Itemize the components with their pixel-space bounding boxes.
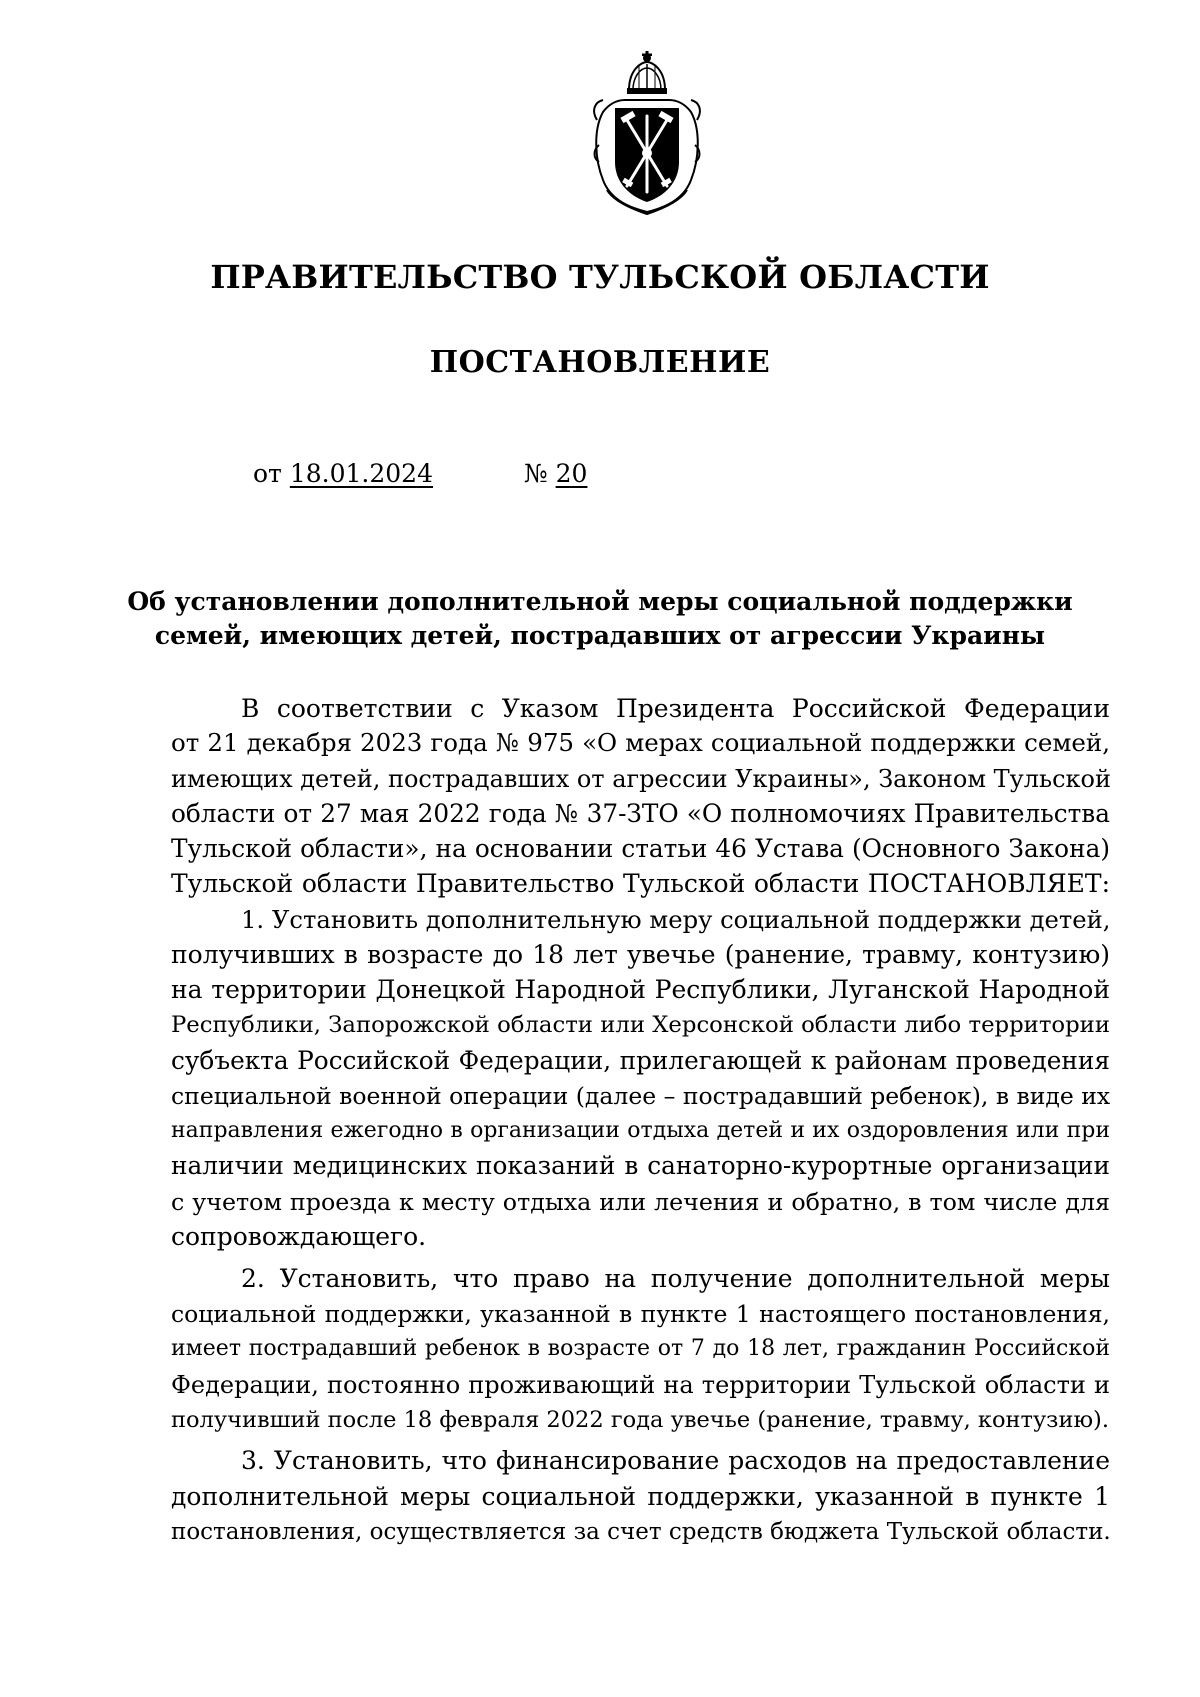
body-line: области от 27 мая 2022 года № 37-ЗТО «О полномочиях Правительства [171, 799, 1110, 828]
body-line: на территории Донецкой Народной Республики, Луганской Народной [171, 975, 1110, 1004]
document-number [524, 459, 587, 488]
body-line: специальной военной операции (далее – пострадавший ребенок), в виде их [171, 1082, 1111, 1110]
body-line: постановления, осуществляется за счет средств бюджета Тульской области. [171, 1519, 1111, 1545]
body-line: социальной поддержки, указанной в пункте 1 настоящего постановления, [171, 1300, 1110, 1328]
body-line: субъекта Российской Федерации, прилегающей к районам проведения [171, 1046, 1110, 1075]
body-line: с учетом проезда к месту отдыха или лечения и обратно, в том числе для [171, 1188, 1110, 1216]
number-value: 20 [555, 459, 588, 488]
body-line: Федерации, постоянно проживающий на территории Тульской области и [171, 1371, 1110, 1399]
body-line: Тульской области Правительство Тульской области ПОСТАНОВЛЯЕТ: [171, 869, 1110, 898]
body-line: Тульской области», на основании статьи 46 Устава (Основного Закона) [171, 834, 1110, 863]
date-prefix: от [253, 459, 282, 488]
body-line: направления ежегодно в организации отдыха детей и их оздоровления или при [171, 1118, 1110, 1143]
subject-line: семей, имеющих детей, пострадавших от агрессии Украины [154, 621, 1046, 650]
body-line: Республики, Запорожской области или Херсонской области либо территории [171, 1012, 1110, 1038]
body-line: 2. Установить, что право на получение дополнительной меры [241, 1264, 1110, 1293]
body-line: имеющих детей, пострадавших от агрессии Украины», Законом Тульской [171, 765, 1111, 793]
coat-of-arms-emblem [589, 50, 705, 216]
body-line: В соответствии с Указом Президента Российской Федерации [241, 694, 1110, 723]
document-subject [0, 585, 1200, 653]
document-date [253, 459, 433, 488]
body-line: наличии медицинских показаний в санаторно-курортные организации [171, 1151, 1110, 1180]
body-line: 3. Установить, что финансирование расходов на предоставление [241, 1446, 1110, 1475]
body-line: имеет пострадавший ребенок в возрасте от 7 до 18 лет, гражданин Российской [171, 1336, 1110, 1361]
government-title: ПРАВИТЕЛЬСТВО ТУЛЬСКОЙ ОБЛАСТИ [210, 258, 990, 296]
body-line: получивших в возрасте до 18 лет увечье (ранение, травму, контузию) [171, 940, 1110, 969]
body-line: получивший после 18 февраля 2022 года увечье (ранение, травму, контузию). [171, 1407, 1109, 1433]
body-line: от 21 декабря 2023 года № 975 «О мерах социальной поддержки семей, [171, 728, 1110, 757]
subject-line: Об установлении дополнительной меры социальной поддержки [127, 587, 1073, 616]
date-value: 18.01.2024 [289, 459, 433, 488]
body-line: сопровождающего. [171, 1222, 427, 1251]
body-line: дополнительной меры социальной поддержки, указанной в пункте 1 [171, 1482, 1110, 1511]
document-type: ПОСТАНОВЛЕНИЕ [429, 345, 771, 380]
number-prefix: № [524, 459, 548, 488]
body-line: 1. Установить дополнительную меру социальной поддержки детей, [241, 905, 1111, 934]
